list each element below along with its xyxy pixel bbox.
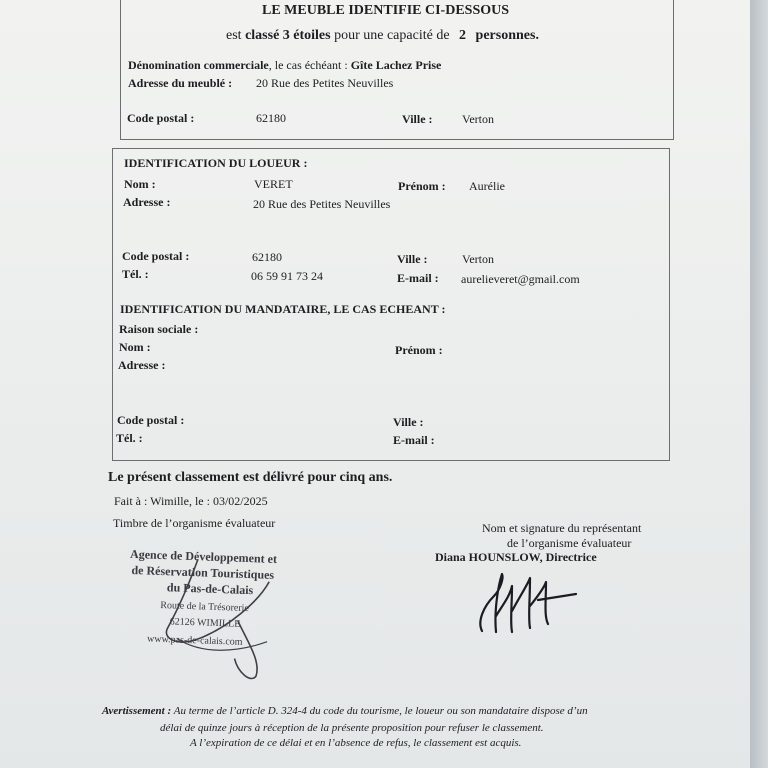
meuble-heading: LE MEUBLE IDENTIFIE CI-DESSOUS: [262, 3, 510, 18]
avertissement-line-1: [102, 705, 588, 717]
stamp-line-1: Agence de Développement et: [129, 546, 278, 567]
loueur-email-label: E-mail :: [397, 271, 439, 285]
avertissement-line-2: délai de quinze jours à réception de la présente proposition pour refuser le classement.: [160, 722, 544, 734]
fait-a: Fait à : Wimille, le : 03/02/2025: [114, 494, 268, 508]
avertissement-line-3: A l’expiration de ce délai et en l’absence de refus, le classement est acquis.: [190, 737, 522, 749]
loueur-tel-value: 06 59 91 73 24: [251, 269, 323, 283]
ville-meuble-value: Verton: [462, 112, 494, 126]
ville-meuble-label: Ville :: [402, 112, 433, 126]
mandataire-raison-label: Raison sociale :: [119, 322, 199, 336]
stamp-line-3: du Pas-de-Calais: [166, 580, 254, 598]
avertissement-label: Avertissement :: [102, 705, 172, 717]
classement-mid: pour une capacité de: [334, 28, 450, 43]
classement-prefix: est: [226, 28, 242, 43]
agency-stamp: [115, 537, 320, 694]
classement-suffix: personnes.: [475, 28, 539, 43]
stamp-line-4: Route de la Trésorerie: [160, 599, 250, 615]
mandataire-code-postal-label: Code postal :: [117, 413, 185, 427]
loueur-nom-label: Nom :: [124, 177, 156, 191]
adresse-meuble-label: Adresse du meublé :: [128, 76, 233, 90]
handwritten-signature-icon: [472, 566, 592, 646]
stamp-line-2: de Réservation Touristiques: [131, 562, 275, 582]
loueur-email-value: aurelieveret@gmail.com: [461, 272, 580, 286]
signature-label-1: Nom et signature du représentant: [482, 521, 642, 535]
stamp-line-6: www.pas-de-calais.com: [146, 633, 243, 648]
signature-label-2: de l’organisme évaluateur: [507, 536, 632, 550]
timbre-label: Timbre de l’organisme évaluateur: [113, 516, 276, 530]
mandataire-adresse-label: Adresse :: [118, 358, 166, 372]
loueur-code-postal-label: Code postal :: [122, 249, 190, 263]
capacite-value: 2: [459, 28, 467, 43]
classement-line: [226, 28, 539, 44]
loueur-tel-label: Tél. :: [122, 267, 149, 281]
classement-duree: Le présent classement est délivré pour cinq ans.: [108, 470, 393, 485]
mandataire-nom-label: Nom :: [119, 340, 151, 354]
loueur-adresse-value: 20 Rue des Petites Neuvilles: [253, 197, 391, 211]
stamp-line-5: 62126 WIMILLE: [169, 616, 241, 630]
loueur-prenom-label: Prénom :: [398, 179, 446, 193]
mandataire-heading: IDENTIFICATION DU MANDATAIRE, LE CAS ECHEANT :: [120, 302, 446, 316]
classement-stars: classé 3 étoiles: [245, 28, 331, 43]
mandataire-tel-label: Tél. :: [116, 431, 143, 445]
mandataire-email-label: E-mail :: [393, 433, 435, 447]
denomination-mid: , le cas échéant :: [268, 58, 348, 72]
denomination-label: Dénomination commerciale: [128, 58, 269, 72]
loueur-ville-label: Ville :: [397, 252, 428, 266]
loueur-ville-value: Verton: [462, 252, 494, 266]
denomination-value: Gîte Lachez Prise: [350, 58, 442, 72]
loueur-code-postal-value: 62180: [252, 250, 282, 264]
code-postal-meuble-value: 62180: [256, 111, 286, 125]
loueur-nom-value: VERET: [254, 177, 293, 191]
mandataire-prenom-label: Prénom :: [395, 343, 443, 357]
loueur-heading: IDENTIFICATION DU LOUEUR :: [124, 156, 308, 170]
adresse-meuble-value: 20 Rue des Petites Neuvilles: [256, 76, 394, 90]
mandataire-ville-label: Ville :: [393, 415, 424, 429]
avertissement-text-1: Au terme de l’article D. 324-4 du code du tourisme, le loueur ou son mandataire dispose d’un: [173, 705, 588, 717]
code-postal-meuble-label: Code postal :: [127, 111, 195, 125]
loueur-adresse-label: Adresse :: [123, 195, 171, 209]
page-edge: [750, 0, 768, 768]
denomination-line: [128, 58, 441, 73]
loueur-prenom-value: Aurélie: [469, 179, 505, 193]
signataire-name: Diana HOUNSLOW, Directrice: [435, 550, 597, 564]
